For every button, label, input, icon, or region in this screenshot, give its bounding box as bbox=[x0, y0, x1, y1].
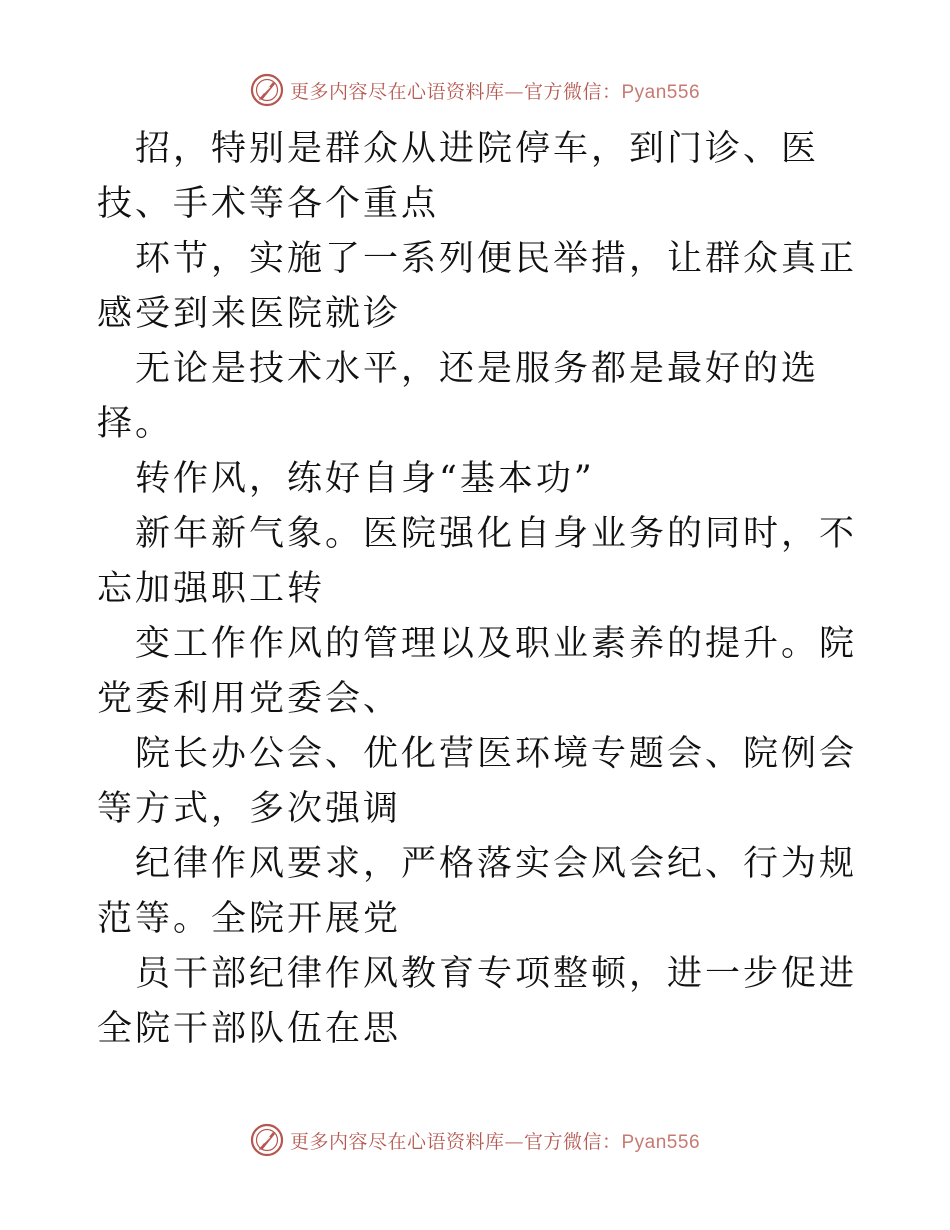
document-body bbox=[97, 122, 857, 1057]
footer-banner bbox=[0, 1120, 950, 1160]
paragraph-6: 变工作作风的管理以及职业素养的提升。院党委利用党委会、 bbox=[97, 624, 858, 719]
header-banner bbox=[0, 70, 950, 110]
footer-banner-separator: — bbox=[504, 1130, 524, 1153]
paragraph-2: 环节，实施了一系列便民举措，让群众真正感受到来医院就诊 bbox=[97, 239, 858, 334]
footer-banner-main: 更多内容尽在心语资料库 bbox=[289, 1130, 505, 1153]
paragraph-5: 新年新气象。医院强化自身业务的同时，不忘加强职工转 bbox=[97, 514, 858, 609]
paragraph-1: 招，特别是群众从进院停车，到门诊、医技、手术等各个重点 bbox=[97, 129, 820, 224]
header-banner-main: 更多内容尽在心语资料库 bbox=[289, 80, 505, 103]
header-banner-separator: — bbox=[504, 80, 524, 103]
header-banner-tail: 官方微信： bbox=[523, 80, 622, 103]
header-banner-wechat-id: Pyan556 bbox=[621, 81, 701, 103]
feather-pen-logo-icon bbox=[250, 1123, 284, 1157]
feather-pen-logo-icon bbox=[250, 73, 284, 107]
paragraph-3: 无论是技术水平，还是服务都是最好的选择。 bbox=[97, 349, 820, 444]
paragraph-7: 院长办公会、优化营医环境专题会、院例会等方式，多次强调 bbox=[97, 734, 858, 829]
header-banner-text bbox=[290, 77, 700, 104]
paragraph-9: 员干部纪律作风教育专项整顿，进一步促进全院干部队伍在思 bbox=[97, 954, 858, 1049]
paragraph-4: 转作风，练好自身“基本功” bbox=[135, 459, 595, 499]
footer-banner-text bbox=[290, 1127, 700, 1154]
footer-banner-wechat-id: Pyan556 bbox=[621, 1131, 701, 1153]
footer-banner-tail: 官方微信： bbox=[523, 1130, 622, 1153]
paragraph-8: 纪律作风要求，严格落实会风会纪、行为规范等。全院开展党 bbox=[97, 844, 858, 939]
